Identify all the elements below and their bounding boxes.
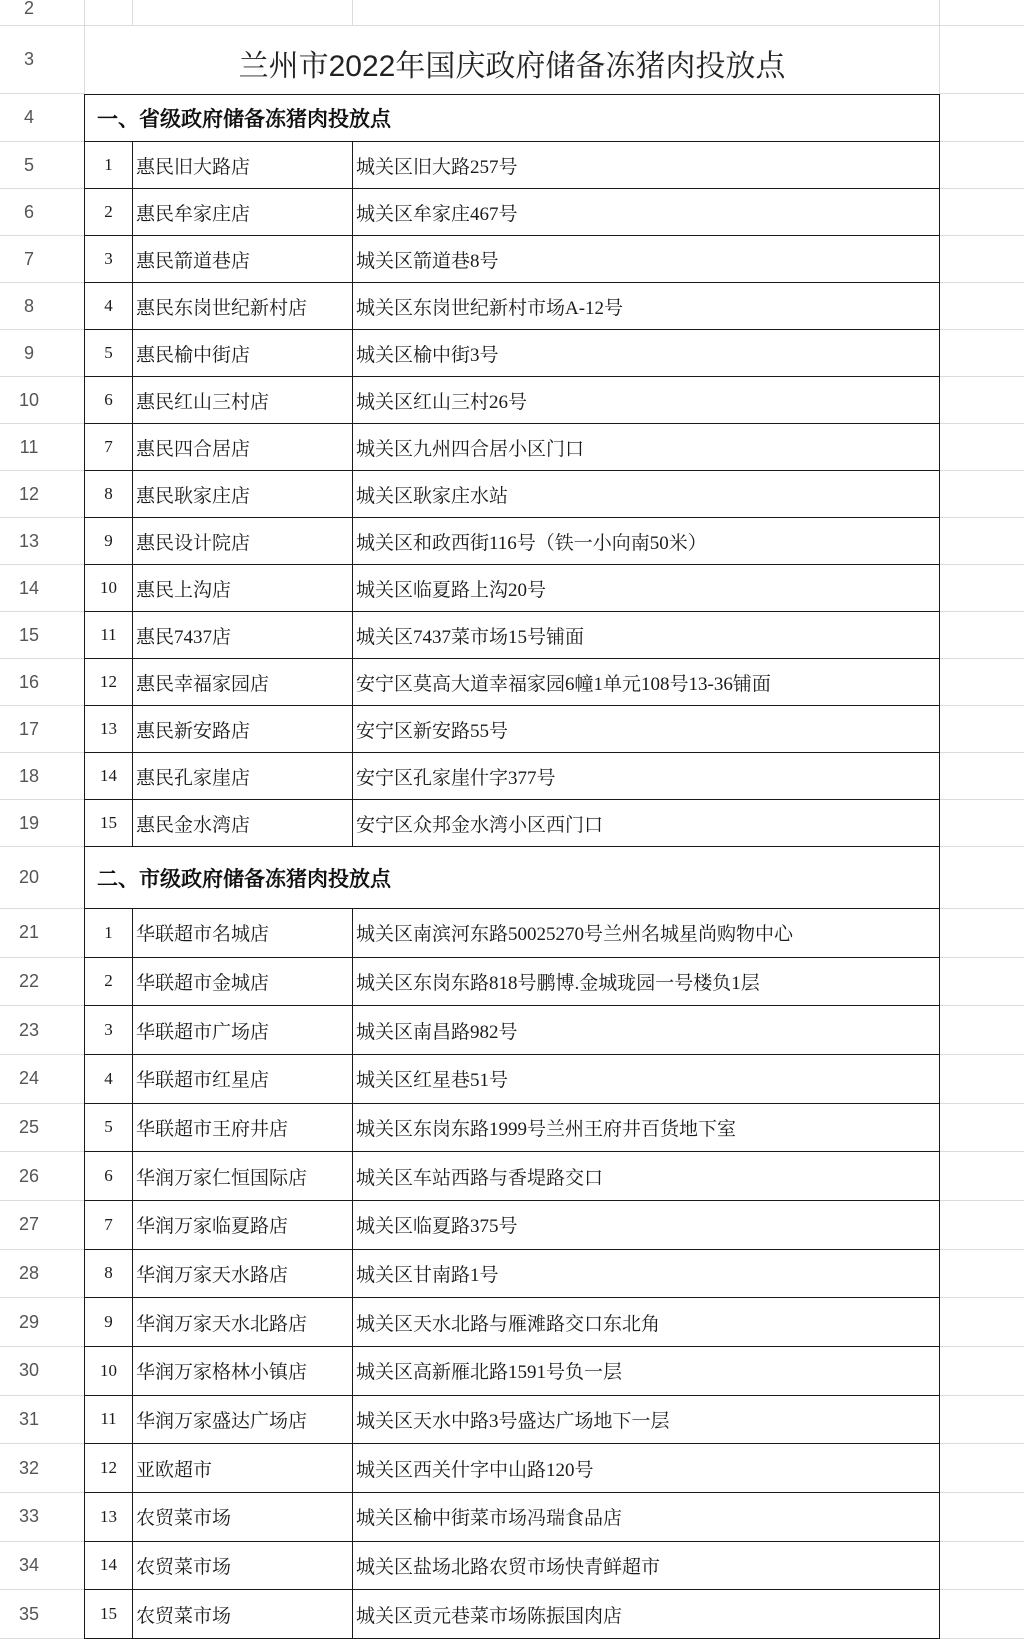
index-cell[interactable]: 9	[84, 518, 133, 565]
row-header[interactable]: 18	[0, 753, 84, 800]
row-header[interactable]: 11	[0, 424, 84, 471]
address-cell[interactable]: 城关区九州四合居小区门口	[353, 424, 940, 471]
row-header[interactable]: 16	[0, 659, 84, 706]
row-header[interactable]: 8	[0, 283, 84, 330]
row-header[interactable]: 15	[0, 612, 84, 659]
index-cell[interactable]: 7	[84, 1201, 133, 1250]
table-row	[0, 958, 1024, 1007]
row-header[interactable]: 9	[0, 330, 84, 377]
index-cell[interactable]: 10	[84, 565, 133, 612]
index-cell[interactable]: 6	[84, 377, 133, 424]
sheet-title[interactable]: 兰州市2022年国庆政府储备冻猪肉投放点	[84, 26, 940, 94]
index-cell[interactable]: 9	[84, 1298, 133, 1347]
empty-cell[interactable]	[940, 1396, 1024, 1445]
row-header[interactable]: 3	[0, 26, 84, 94]
store-name-cell[interactable]: 惠民新安路店	[133, 706, 353, 753]
address-cell[interactable]: 城关区盐场北路农贸市场快青鲜超市	[353, 1542, 940, 1591]
store-name-cell[interactable]: 惠民上沟店	[133, 565, 353, 612]
index-cell[interactable]: 11	[84, 1396, 133, 1445]
address-cell[interactable]: 城关区榆中街3号	[353, 330, 940, 377]
table-row	[0, 706, 1024, 753]
address-cell[interactable]: 安宁区孔家崖什字377号	[353, 753, 940, 800]
row-header[interactable]: 34	[0, 1542, 84, 1591]
table-row	[0, 377, 1024, 424]
empty-cell[interactable]	[940, 26, 1024, 94]
index-cell[interactable]: 14	[84, 753, 133, 800]
index-cell[interactable]: 15	[84, 800, 133, 847]
table-row	[0, 1006, 1024, 1055]
row-header[interactable]: 27	[0, 1201, 84, 1250]
store-name-cell[interactable]: 亚欧超市	[133, 1444, 353, 1493]
table-row	[0, 330, 1024, 377]
row-header[interactable]: 26	[0, 1152, 84, 1201]
row-header[interactable]: 28	[0, 1250, 84, 1299]
section-heading[interactable]: 一、省级政府储备冻猪肉投放点	[84, 94, 940, 142]
row-header[interactable]: 4	[0, 94, 84, 142]
row-header[interactable]: 32	[0, 1444, 84, 1493]
table-row	[0, 518, 1024, 565]
address-cell[interactable]: 城关区耿家庄水站	[353, 471, 940, 518]
row-header[interactable]: 30	[0, 1347, 84, 1396]
address-cell[interactable]: 安宁区莫高大道幸福家园6幢1单元108号13-36铺面	[353, 659, 940, 706]
table-row	[0, 565, 1024, 612]
index-cell[interactable]: 14	[84, 1542, 133, 1591]
index-cell[interactable]: 12	[84, 659, 133, 706]
store-name-cell[interactable]: 华联超市红星店	[133, 1055, 353, 1104]
address-cell[interactable]: 城关区牟家庄467号	[353, 189, 940, 236]
table-row	[0, 1250, 1024, 1299]
row-header[interactable]: 23	[0, 1006, 84, 1055]
index-cell[interactable]: 7	[84, 424, 133, 471]
store-name-cell[interactable]: 华润万家仁恒国际店	[133, 1152, 353, 1201]
store-name-cell[interactable]: 惠民金水湾店	[133, 800, 353, 847]
address-cell[interactable]: 城关区西关什字中山路120号	[353, 1444, 940, 1493]
section-header-row	[0, 847, 1024, 909]
store-name-cell[interactable]: 惠民箭道巷店	[133, 236, 353, 283]
index-cell[interactable]: 13	[84, 1493, 133, 1542]
index-cell[interactable]: 3	[84, 1006, 133, 1055]
empty-cell[interactable]	[940, 1152, 1024, 1201]
row-header[interactable]: 29	[0, 1298, 84, 1347]
address-cell[interactable]: 安宁区新安路55号	[353, 706, 940, 753]
store-name-cell[interactable]: 农贸菜市场	[133, 1590, 353, 1639]
address-cell[interactable]: 城关区7437菜市场15号铺面	[353, 612, 940, 659]
table-row	[0, 1201, 1024, 1250]
table-row	[0, 1152, 1024, 1201]
empty-cell[interactable]	[940, 142, 1024, 189]
empty-cell[interactable]	[940, 659, 1024, 706]
table-row	[0, 659, 1024, 706]
empty-cell[interactable]	[940, 1104, 1024, 1153]
empty-cell[interactable]	[940, 753, 1024, 800]
empty-cell[interactable]	[940, 471, 1024, 518]
address-cell[interactable]: 城关区临夏路375号	[353, 1201, 940, 1250]
title-row	[0, 26, 1024, 94]
store-name-cell[interactable]: 华联超市广场店	[133, 1006, 353, 1055]
empty-cell[interactable]	[940, 1542, 1024, 1591]
empty-cell[interactable]	[940, 424, 1024, 471]
address-cell[interactable]: 城关区南滨河东路50025270号兰州名城星尚购物中心	[353, 909, 940, 958]
table-row	[0, 1542, 1024, 1591]
table-row	[0, 1298, 1024, 1347]
index-cell[interactable]: 4	[84, 283, 133, 330]
index-cell[interactable]: 8	[84, 471, 133, 518]
empty-cell[interactable]	[940, 236, 1024, 283]
table-row	[0, 283, 1024, 330]
empty-cell[interactable]	[940, 1006, 1024, 1055]
address-cell[interactable]: 城关区车站西路与香堤路交口	[353, 1152, 940, 1201]
row-header[interactable]: 21	[0, 909, 84, 958]
table-row	[0, 1493, 1024, 1542]
table-row	[0, 1055, 1024, 1104]
row-header[interactable]: 13	[0, 518, 84, 565]
row-header[interactable]: 7	[0, 236, 84, 283]
store-name-cell[interactable]: 惠民榆中街店	[133, 330, 353, 377]
empty-cell[interactable]	[940, 1250, 1024, 1299]
row-header[interactable]: 33	[0, 1493, 84, 1542]
empty-cell[interactable]	[940, 377, 1024, 424]
row-header[interactable]: 6	[0, 189, 84, 236]
row-header[interactable]: 10	[0, 377, 84, 424]
index-cell[interactable]: 8	[84, 1250, 133, 1299]
store-name-cell[interactable]: 华润万家天水路店	[133, 1250, 353, 1299]
store-name-cell[interactable]: 华润万家临夏路店	[133, 1201, 353, 1250]
blank-row	[0, 0, 1024, 26]
empty-cell[interactable]	[353, 0, 940, 26]
empty-cell[interactable]	[940, 800, 1024, 847]
store-name-cell[interactable]: 惠民四合居店	[133, 424, 353, 471]
table-row	[0, 1396, 1024, 1445]
address-cell[interactable]: 城关区天水中路3号盛达广场地下一层	[353, 1396, 940, 1445]
empty-cell[interactable]	[940, 1201, 1024, 1250]
address-cell[interactable]: 城关区榆中街菜市场冯瑞食品店	[353, 1493, 940, 1542]
index-cell[interactable]: 2	[84, 958, 133, 1007]
empty-cell[interactable]	[940, 518, 1024, 565]
section-header-row	[0, 94, 1024, 142]
address-cell[interactable]: 城关区旧大路257号	[353, 142, 940, 189]
address-cell[interactable]: 城关区贡元巷菜市场陈振国肉店	[353, 1590, 940, 1639]
empty-cell[interactable]	[940, 1590, 1024, 1639]
store-name-cell[interactable]: 惠民7437店	[133, 612, 353, 659]
index-cell[interactable]: 5	[84, 1104, 133, 1153]
empty-cell[interactable]	[940, 706, 1024, 753]
index-cell[interactable]: 13	[84, 706, 133, 753]
row-header[interactable]: 31	[0, 1396, 84, 1445]
index-cell[interactable]: 12	[84, 1444, 133, 1493]
store-name-cell[interactable]: 惠民东岗世纪新村店	[133, 283, 353, 330]
empty-cell[interactable]	[940, 1298, 1024, 1347]
empty-cell[interactable]	[940, 1444, 1024, 1493]
store-name-cell[interactable]: 惠民孔家崖店	[133, 753, 353, 800]
store-name-cell[interactable]: 华联超市王府井店	[133, 1104, 353, 1153]
address-cell[interactable]: 城关区南昌路982号	[353, 1006, 940, 1055]
index-cell[interactable]: 3	[84, 236, 133, 283]
table-row	[0, 909, 1024, 958]
row-header[interactable]: 24	[0, 1055, 84, 1104]
table-row	[0, 236, 1024, 283]
index-cell[interactable]: 4	[84, 1055, 133, 1104]
address-cell[interactable]: 城关区东岗世纪新村市场A-12号	[353, 283, 940, 330]
row-header[interactable]: 2	[0, 0, 84, 26]
table-row	[0, 1444, 1024, 1493]
address-cell[interactable]: 城关区甘南路1号	[353, 1250, 940, 1299]
section-heading[interactable]: 二、市级政府储备冻猪肉投放点	[84, 847, 940, 909]
store-name-cell[interactable]: 惠民红山三村店	[133, 377, 353, 424]
table-row	[0, 1347, 1024, 1396]
empty-cell[interactable]	[940, 1347, 1024, 1396]
store-name-cell[interactable]: 惠民幸福家园店	[133, 659, 353, 706]
store-name-cell[interactable]: 农贸菜市场	[133, 1542, 353, 1591]
row-header[interactable]: 17	[0, 706, 84, 753]
empty-cell[interactable]	[940, 909, 1024, 958]
table-row	[0, 471, 1024, 518]
index-cell[interactable]: 10	[84, 1347, 133, 1396]
empty-cell[interactable]	[940, 565, 1024, 612]
address-cell[interactable]: 城关区箭道巷8号	[353, 236, 940, 283]
store-name-cell[interactable]: 华润万家格林小镇店	[133, 1347, 353, 1396]
row-header[interactable]: 25	[0, 1104, 84, 1153]
empty-cell[interactable]	[940, 1493, 1024, 1542]
address-cell[interactable]: 城关区红星巷51号	[353, 1055, 940, 1104]
address-cell[interactable]: 城关区红山三村26号	[353, 377, 940, 424]
empty-cell[interactable]	[940, 847, 1024, 909]
row-header[interactable]: 12	[0, 471, 84, 518]
table-row	[0, 800, 1024, 847]
empty-cell[interactable]	[940, 0, 1024, 26]
empty-cell[interactable]	[940, 189, 1024, 236]
address-cell[interactable]: 城关区东岗东路1999号兰州王府井百货地下室	[353, 1104, 940, 1153]
row-header[interactable]: 22	[0, 958, 84, 1007]
address-cell[interactable]: 安宁区众邦金水湾小区西门口	[353, 800, 940, 847]
address-cell[interactable]: 城关区东岗东路818号鹏博.金城珑园一号楼负1层	[353, 958, 940, 1007]
table-row	[0, 1590, 1024, 1639]
index-cell[interactable]: 2	[84, 189, 133, 236]
store-name-cell[interactable]: 华润万家盛达广场店	[133, 1396, 353, 1445]
table-row	[0, 189, 1024, 236]
address-cell[interactable]: 城关区天水北路与雁滩路交口东北角	[353, 1298, 940, 1347]
row-header[interactable]: 5	[0, 142, 84, 189]
empty-cell[interactable]	[940, 283, 1024, 330]
empty-cell[interactable]	[940, 1055, 1024, 1104]
index-cell[interactable]: 1	[84, 909, 133, 958]
empty-cell[interactable]	[940, 958, 1024, 1007]
row-header[interactable]: 19	[0, 800, 84, 847]
row-header[interactable]: 20	[0, 847, 84, 909]
table-row	[0, 424, 1024, 471]
store-name-cell[interactable]: 华联超市名城店	[133, 909, 353, 958]
index-cell[interactable]: 11	[84, 612, 133, 659]
store-name-cell[interactable]: 华联超市金城店	[133, 958, 353, 1007]
address-cell[interactable]: 城关区临夏路上沟20号	[353, 565, 940, 612]
store-name-cell[interactable]: 惠民旧大路店	[133, 142, 353, 189]
table-row	[0, 142, 1024, 189]
table-row	[0, 612, 1024, 659]
row-header[interactable]: 14	[0, 565, 84, 612]
table-row	[0, 753, 1024, 800]
row-header[interactable]: 35	[0, 1590, 84, 1639]
empty-cell[interactable]	[940, 94, 1024, 142]
empty-cell[interactable]	[940, 330, 1024, 377]
store-name-cell[interactable]: 惠民设计院店	[133, 518, 353, 565]
index-cell[interactable]: 5	[84, 330, 133, 377]
store-name-cell[interactable]: 惠民牟家庄店	[133, 189, 353, 236]
empty-cell[interactable]	[133, 0, 353, 26]
store-name-cell[interactable]: 华润万家天水北路店	[133, 1298, 353, 1347]
index-cell[interactable]: 6	[84, 1152, 133, 1201]
empty-cell[interactable]	[940, 612, 1024, 659]
store-name-cell[interactable]: 农贸菜市场	[133, 1493, 353, 1542]
empty-cell[interactable]	[84, 0, 133, 26]
index-cell[interactable]: 15	[84, 1590, 133, 1639]
table-row	[0, 1104, 1024, 1153]
store-name-cell[interactable]: 惠民耿家庄店	[133, 471, 353, 518]
index-cell[interactable]: 1	[84, 142, 133, 189]
address-cell[interactable]: 城关区和政西街116号（铁一小向南50米）	[353, 518, 940, 565]
address-cell[interactable]: 城关区高新雁北路1591号负一层	[353, 1347, 940, 1396]
